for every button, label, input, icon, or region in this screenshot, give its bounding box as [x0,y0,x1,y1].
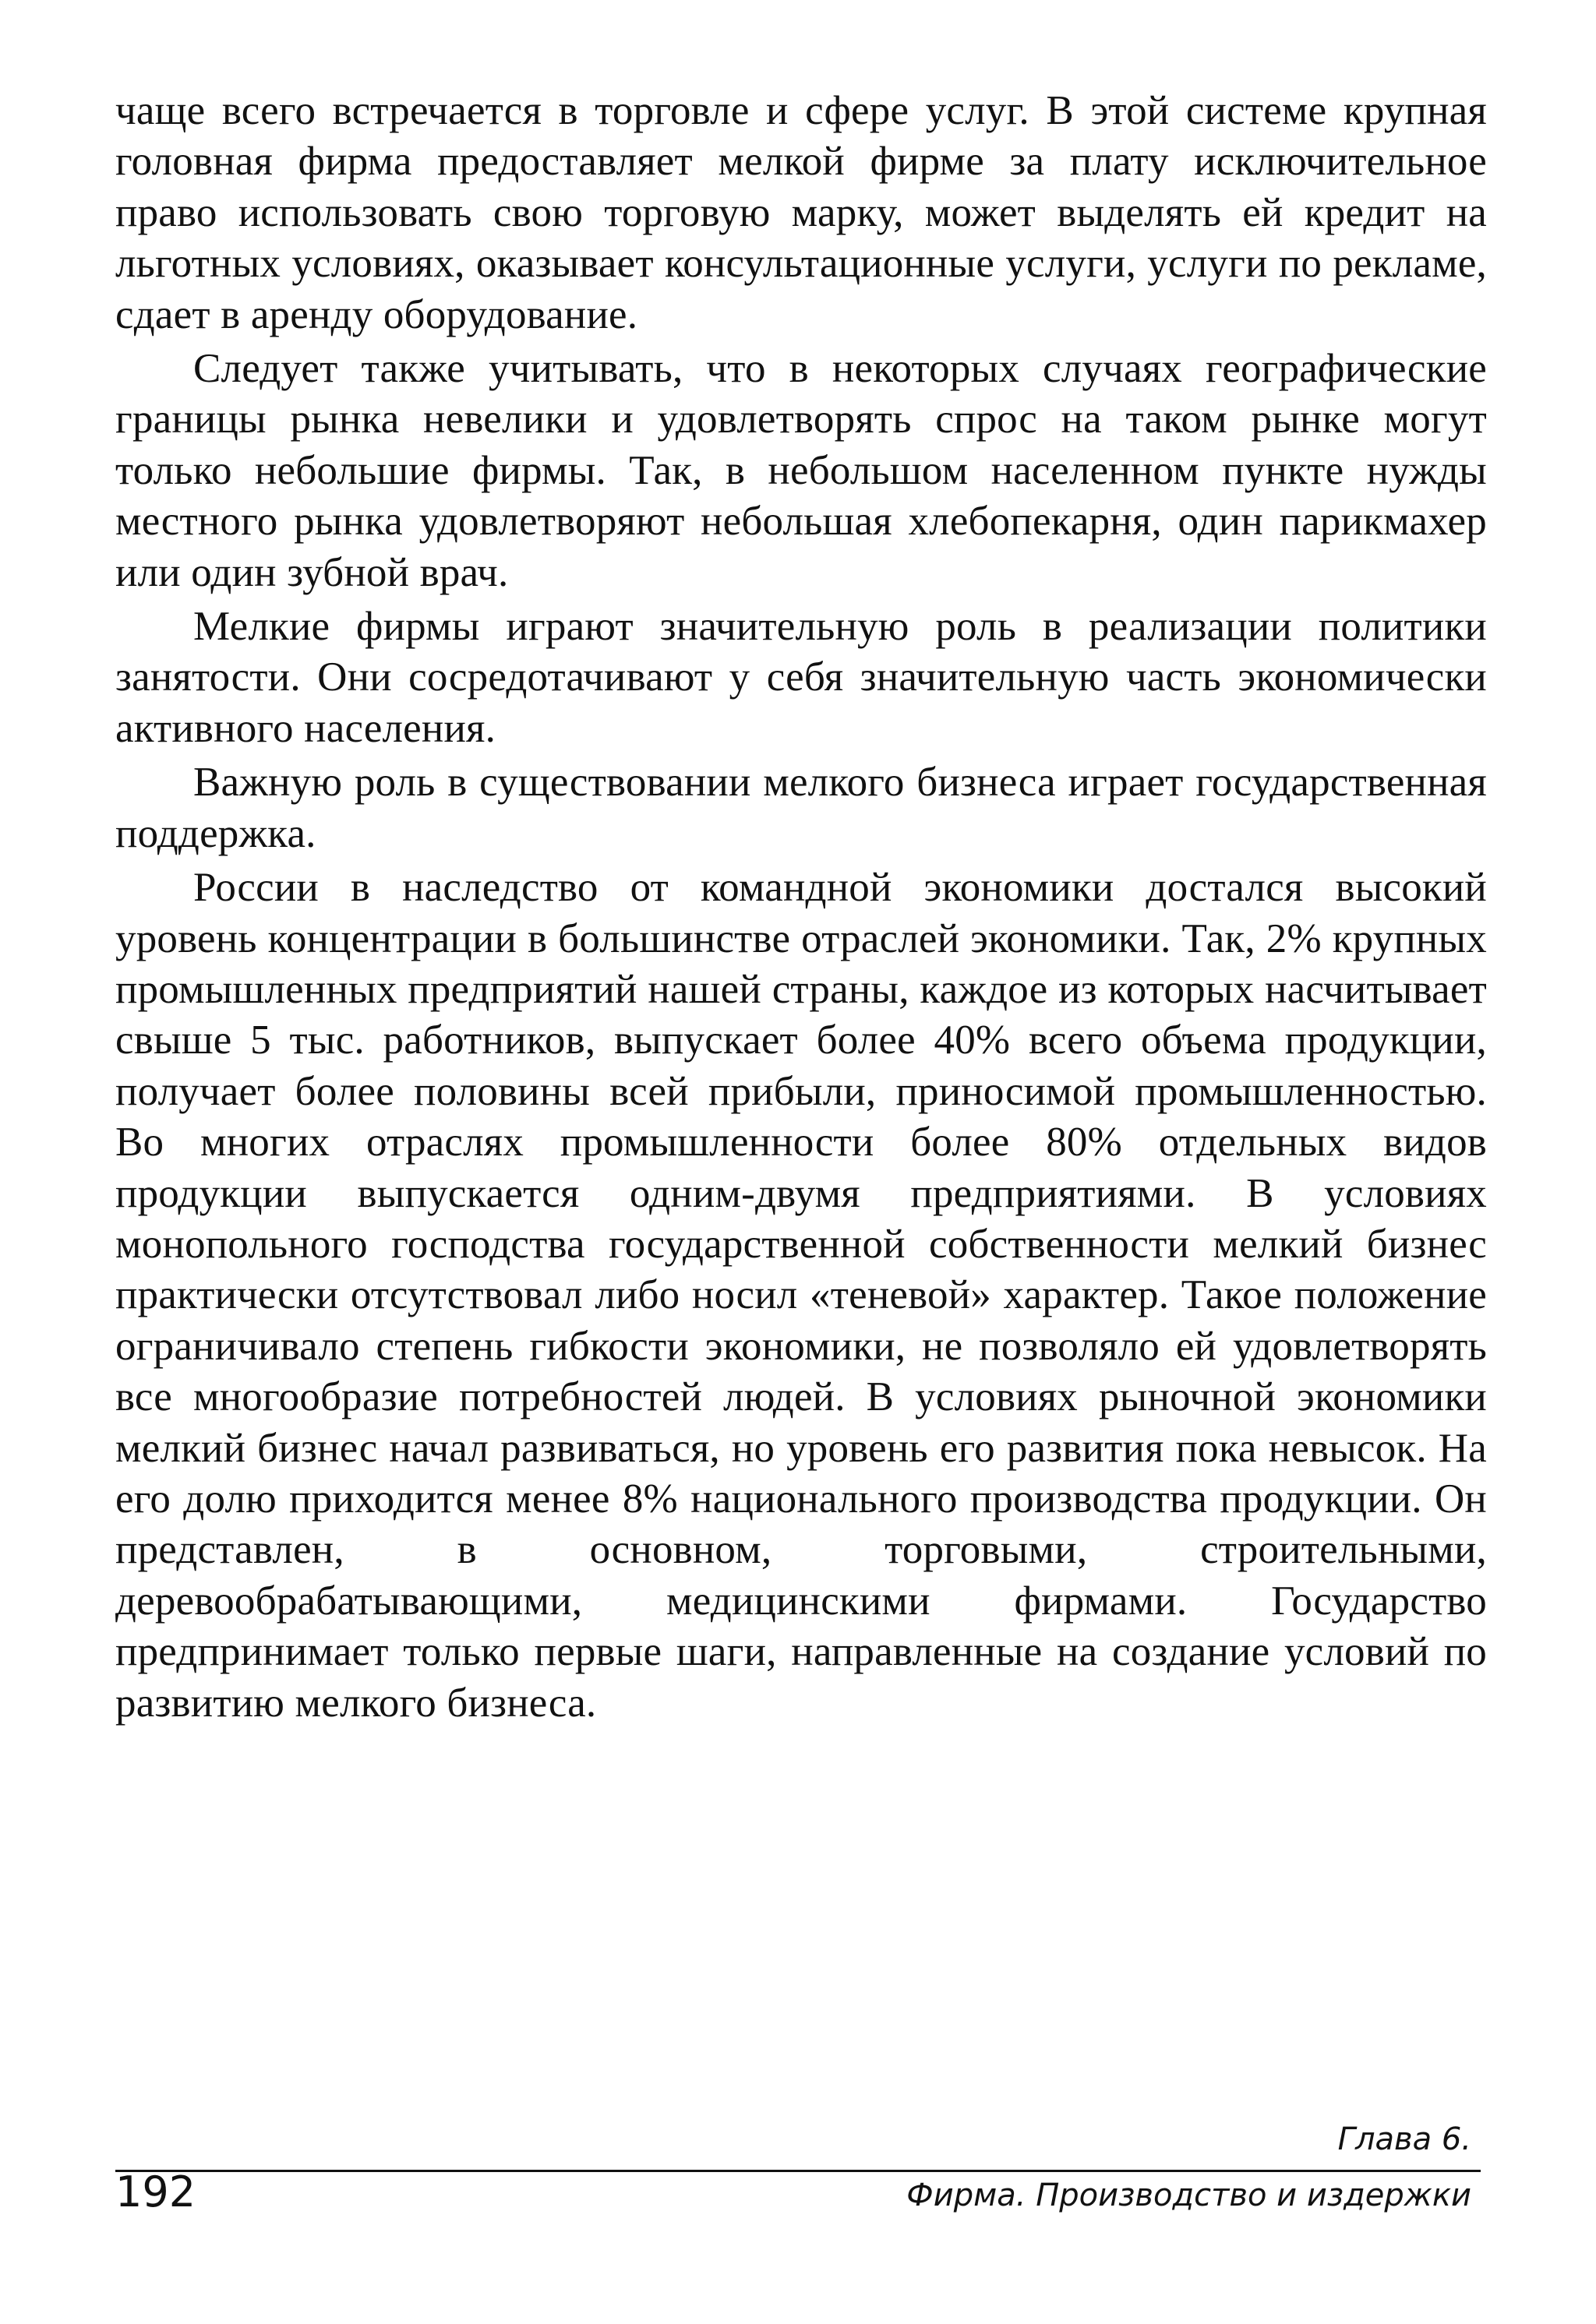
paragraph: Следует также учитывать, что в некоторых случаях географические границы рынка невелики и удовлетворять спрос на таком рынке могут только небольшие фирмы. Так, в небольшом населенном пункте нужды местного рынка удовлетворяют небольшая хлебопекарня, один парикмахер или один зубной врач. [115,346,1487,595]
paragraph: Мелкие фирмы играют значительную роль в реализации политики занятости. Они сосредотачивают у себя значительную часть экономически активного населения. [115,604,1487,751]
page-number: 192 [115,2167,196,2216]
paragraph-continuation: чаще всего встречается в торговле и сфере услуг. В этой системе крупная головная фирма предоставляет мелкой фирме за плату исключительное право использовать свою торговую марку, может выделять ей кредит на льготных условиях, оказывает консультационные услуги, услуги по рекламе, сдает в аренду оборудование. [115,88,1487,337]
body-text [115,86,1487,1729]
paragraph: Важную роль в существовании мелкого бизнеса играет государственная поддержка. [115,760,1487,856]
paragraph: России в наследство от командной экономики достался высокий уровень концентрации в большинстве отраслей экономики. Так, 2% крупных промышленных предприятий нашей страны, каждое из которых насчитывает свыше 5 тыс. работников, выпускает более 40% всего объема продукции, получает более половины всей прибыли, приносимой промышленностью. Во многих отраслях промышленности более 80% отдельных видов продукции выпускается одним-двумя предприятиями. В условиях монопольного господства государственной собственности мелкий бизнес практически отсутствовал либо носил «теневой» характер. Такое положение ограничивало степень гибкости экономики, не позволяло ей удовлетворять все многообразие потребностей людей. В условиях рыночной экономики мелкий бизнес начал развиваться, но уровень его развития пока невысок. На его долю приходится менее 8% национального производства продукции. Он представлен, в основном, торговыми, строительными, деревообрабатывающими, медицинскими фирмами. Государство предпринимает только первые шаги, направленные на создание условий по развитию мелкого бизнеса. [115,865,1487,1726]
running-footer-title: Фирма. Производство и издержки [906,2178,1471,2213]
footer-divider [115,2170,1481,2172]
running-footer-chapter: Глава 6. [1337,2121,1471,2157]
